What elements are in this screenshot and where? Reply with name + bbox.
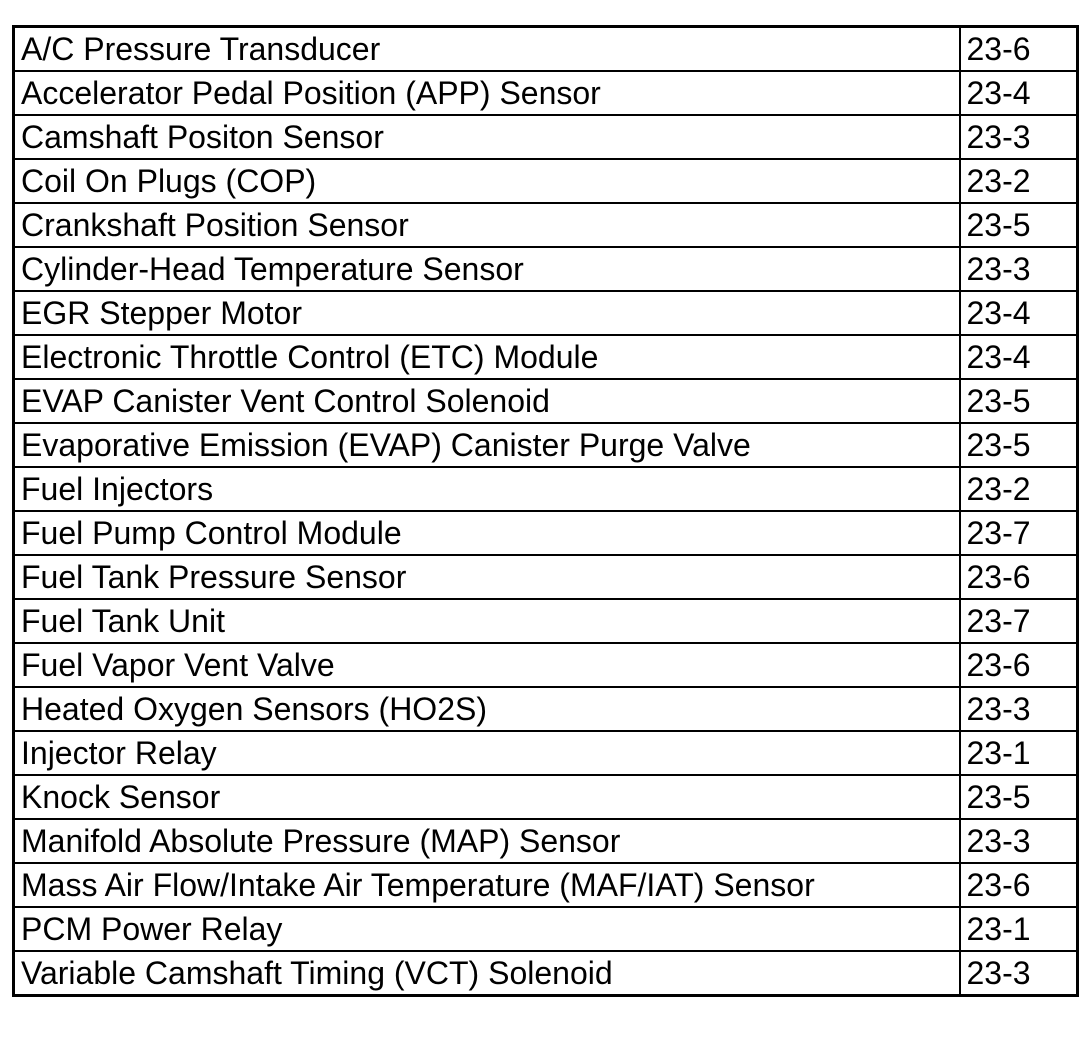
- page-reference-cell: 23-7: [960, 511, 1078, 555]
- page-reference-cell: 23-6: [960, 27, 1078, 72]
- page-reference-cell: 23-3: [960, 951, 1078, 996]
- table-row: [14, 643, 1078, 687]
- table-row: [14, 863, 1078, 907]
- component-name-cell: Fuel Tank Pressure Sensor: [14, 555, 960, 599]
- page-reference-cell: 23-1: [960, 907, 1078, 951]
- component-name-cell: Mass Air Flow/Intake Air Temperature (MAF/IAT) Sensor: [14, 863, 960, 907]
- component-name-cell: Variable Camshaft Timing (VCT) Solenoid: [14, 951, 960, 996]
- page-reference-cell: 23-3: [960, 115, 1078, 159]
- page-reference-cell: 23-5: [960, 423, 1078, 467]
- page-reference-cell: 23-4: [960, 291, 1078, 335]
- component-name-cell: PCM Power Relay: [14, 907, 960, 951]
- table-row: [14, 775, 1078, 819]
- page-reference-cell: 23-5: [960, 775, 1078, 819]
- table-row: [14, 423, 1078, 467]
- page-reference-cell: 23-7: [960, 599, 1078, 643]
- component-name-cell: Accelerator Pedal Position (APP) Sensor: [14, 71, 960, 115]
- page-reference-cell: 23-6: [960, 643, 1078, 687]
- table-row: [14, 819, 1078, 863]
- table-row: [14, 951, 1078, 996]
- page-reference-cell: 23-4: [960, 71, 1078, 115]
- component-name-cell: EVAP Canister Vent Control Solenoid: [14, 379, 960, 423]
- table-row: [14, 731, 1078, 775]
- page-reference-cell: 23-2: [960, 159, 1078, 203]
- component-name-cell: Knock Sensor: [14, 775, 960, 819]
- component-name-cell: Cylinder-Head Temperature Sensor: [14, 247, 960, 291]
- page-reference-cell: 23-6: [960, 555, 1078, 599]
- table-row: [14, 27, 1078, 72]
- table-row: [14, 511, 1078, 555]
- page-reference-cell: 23-6: [960, 863, 1078, 907]
- page-reference-cell: 23-3: [960, 687, 1078, 731]
- page-reference-cell: 23-3: [960, 247, 1078, 291]
- table-row: [14, 599, 1078, 643]
- component-name-cell: Fuel Injectors: [14, 467, 960, 511]
- component-name-cell: Fuel Vapor Vent Valve: [14, 643, 960, 687]
- component-name-cell: A/C Pressure Transducer: [14, 27, 960, 72]
- page-reference-cell: 23-5: [960, 379, 1078, 423]
- table-row: [14, 687, 1078, 731]
- table-row: [14, 555, 1078, 599]
- table-row: [14, 71, 1078, 115]
- component-name-cell: Fuel Pump Control Module: [14, 511, 960, 555]
- table-row: [14, 467, 1078, 511]
- component-index-table: [12, 25, 1079, 997]
- component-name-cell: Injector Relay: [14, 731, 960, 775]
- table-row: [14, 247, 1078, 291]
- component-name-cell: Crankshaft Position Sensor: [14, 203, 960, 247]
- component-name-cell: Coil On Plugs (COP): [14, 159, 960, 203]
- table-row: [14, 203, 1078, 247]
- page-reference-cell: 23-3: [960, 819, 1078, 863]
- table-row: [14, 159, 1078, 203]
- page-reference-cell: 23-1: [960, 731, 1078, 775]
- page-reference-cell: 23-2: [960, 467, 1078, 511]
- component-name-cell: Evaporative Emission (EVAP) Canister Purge Valve: [14, 423, 960, 467]
- table-row: [14, 335, 1078, 379]
- page-reference-cell: 23-4: [960, 335, 1078, 379]
- component-name-cell: Manifold Absolute Pressure (MAP) Sensor: [14, 819, 960, 863]
- component-name-cell: Electronic Throttle Control (ETC) Module: [14, 335, 960, 379]
- component-name-cell: Fuel Tank Unit: [14, 599, 960, 643]
- table-row: [14, 115, 1078, 159]
- page-reference-cell: 23-5: [960, 203, 1078, 247]
- component-name-cell: EGR Stepper Motor: [14, 291, 960, 335]
- table-row: [14, 379, 1078, 423]
- table-row: [14, 907, 1078, 951]
- component-name-cell: Heated Oxygen Sensors (HO2S): [14, 687, 960, 731]
- table-body: [14, 27, 1078, 996]
- component-name-cell: Camshaft Positon Sensor: [14, 115, 960, 159]
- table-row: [14, 291, 1078, 335]
